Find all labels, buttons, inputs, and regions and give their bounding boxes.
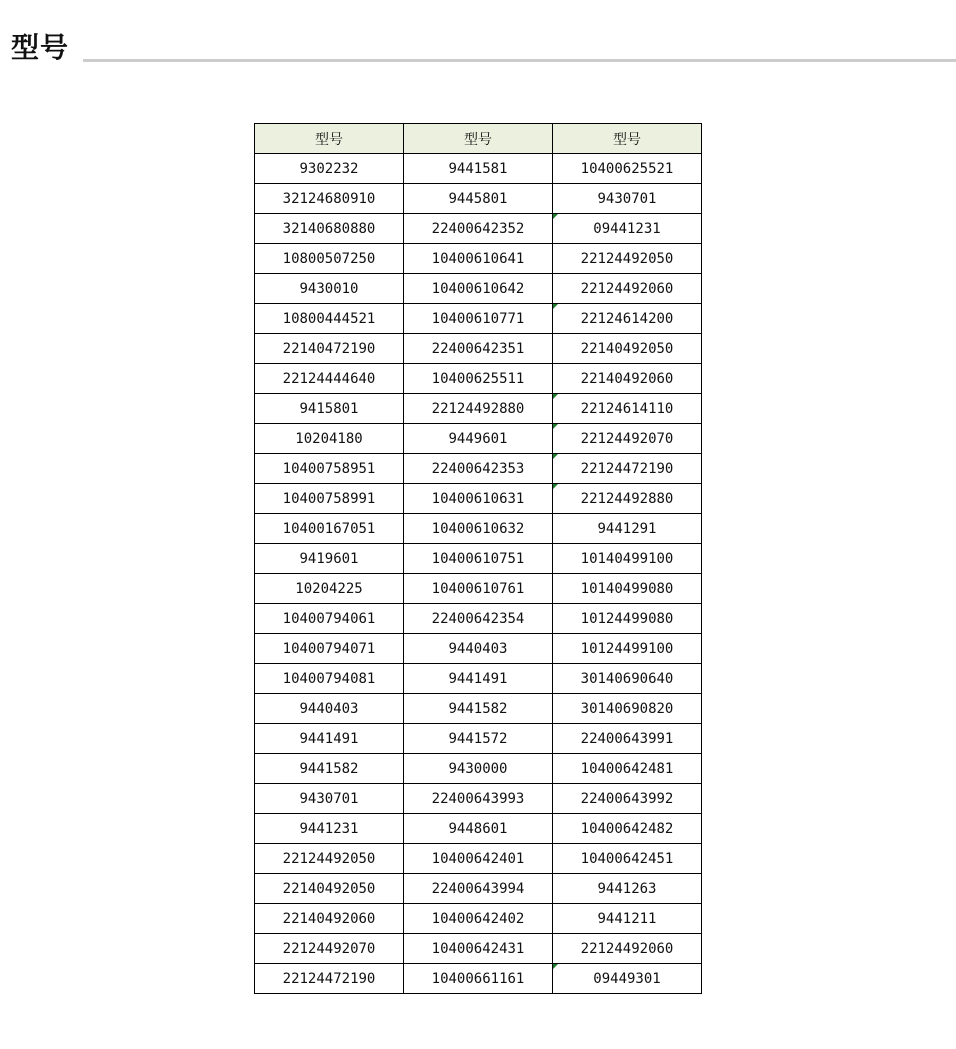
table-cell: 10400610631 xyxy=(404,484,553,514)
table-cell: 22124492050 xyxy=(553,244,702,274)
table-cell: 9440403 xyxy=(255,694,404,724)
model-table xyxy=(254,123,702,994)
table-cell: 22124492070 xyxy=(255,934,404,964)
table-row xyxy=(255,304,702,334)
table-cell: 10400610642 xyxy=(404,274,553,304)
table-cell: 9441491 xyxy=(404,664,553,694)
table-row xyxy=(255,784,702,814)
table-cell: 22124492880 xyxy=(553,484,702,514)
table-cell: 22400643991 xyxy=(553,724,702,754)
table-cell: 10800507250 xyxy=(255,244,404,274)
table-cell: 22124472190 xyxy=(553,454,702,484)
table-cell: 22400642353 xyxy=(404,454,553,484)
table-row xyxy=(255,484,702,514)
table-body xyxy=(255,154,702,994)
table-cell: 9441231 xyxy=(255,814,404,844)
column-header: 型号 xyxy=(255,124,404,154)
table-cell: 22124492060 xyxy=(553,274,702,304)
table-cell: 9448601 xyxy=(404,814,553,844)
table-cell: 10400625511 xyxy=(404,364,553,394)
table-cell: 22400642352 xyxy=(404,214,553,244)
table-cell: 10140499100 xyxy=(553,544,702,574)
table-cell: 22124444640 xyxy=(255,364,404,394)
table-cell: 22140492050 xyxy=(255,874,404,904)
table-cell: 22124472190 xyxy=(255,964,404,994)
table-cell: 10400642402 xyxy=(404,904,553,934)
table-cell: 22400643994 xyxy=(404,874,553,904)
table-cell: 9445801 xyxy=(404,184,553,214)
table-cell: 10800444521 xyxy=(255,304,404,334)
table-cell: 22140492060 xyxy=(553,364,702,394)
table-cell: 22140492050 xyxy=(553,334,702,364)
table-row xyxy=(255,904,702,934)
table-cell: 9302232 xyxy=(255,154,404,184)
table-cell: 10400642482 xyxy=(553,814,702,844)
table-cell: 09441231 xyxy=(553,214,702,244)
table-row xyxy=(255,844,702,874)
table-cell: 32140680880 xyxy=(255,214,404,244)
table-cell: 10204225 xyxy=(255,574,404,604)
table-cell: 10400642481 xyxy=(553,754,702,784)
table-cell: 22124614200 xyxy=(553,304,702,334)
table-row xyxy=(255,754,702,784)
table-cell: 22400643993 xyxy=(404,784,553,814)
table-cell: 9441572 xyxy=(404,724,553,754)
table-cell: 22140472190 xyxy=(255,334,404,364)
table-row xyxy=(255,334,702,364)
table-cell: 10400610632 xyxy=(404,514,553,544)
table-cell: 22400642351 xyxy=(404,334,553,364)
table-row xyxy=(255,664,702,694)
table-cell: 10400794081 xyxy=(255,664,404,694)
table-cell: 10400625521 xyxy=(553,154,702,184)
table-row xyxy=(255,544,702,574)
table-row xyxy=(255,604,702,634)
table-row xyxy=(255,394,702,424)
table-cell: 10124499080 xyxy=(553,604,702,634)
table-cell: 10400794071 xyxy=(255,634,404,664)
table-cell: 10140499080 xyxy=(553,574,702,604)
table-cell: 9441263 xyxy=(553,874,702,904)
table-cell: 10400610751 xyxy=(404,544,553,574)
table-row xyxy=(255,514,702,544)
table-cell: 9449601 xyxy=(404,424,553,454)
table-row xyxy=(255,214,702,244)
table-cell: 9430701 xyxy=(553,184,702,214)
table-cell: 9441211 xyxy=(553,904,702,934)
table-cell: 9415801 xyxy=(255,394,404,424)
column-header: 型号 xyxy=(553,124,702,154)
table-cell: 10400642431 xyxy=(404,934,553,964)
table-cell: 22124492050 xyxy=(255,844,404,874)
table-cell: 22140492060 xyxy=(255,904,404,934)
table-cell: 9419601 xyxy=(255,544,404,574)
table-cell: 30140690820 xyxy=(553,694,702,724)
table-cell: 10400642401 xyxy=(404,844,553,874)
table-row xyxy=(255,724,702,754)
table-row xyxy=(255,364,702,394)
section-header xyxy=(11,30,956,66)
table-cell: 10400610761 xyxy=(404,574,553,604)
table-cell: 10400758951 xyxy=(255,454,404,484)
table-cell: 10400758991 xyxy=(255,484,404,514)
table-row xyxy=(255,964,702,994)
table-cell: 22400643992 xyxy=(553,784,702,814)
table-cell: 22124492070 xyxy=(553,424,702,454)
table-cell: 09449301 xyxy=(553,964,702,994)
table-cell: 30140690640 xyxy=(553,664,702,694)
table-cell: 22124614110 xyxy=(553,394,702,424)
table-cell: 10400167051 xyxy=(255,514,404,544)
table-cell: 9430000 xyxy=(404,754,553,784)
table-row xyxy=(255,814,702,844)
table-cell: 9430010 xyxy=(255,274,404,304)
table-cell: 10400794061 xyxy=(255,604,404,634)
table-row xyxy=(255,154,702,184)
table-cell: 9441491 xyxy=(255,724,404,754)
table-cell: 10400642451 xyxy=(553,844,702,874)
table-row xyxy=(255,184,702,214)
table-row xyxy=(255,574,702,604)
table-row xyxy=(255,424,702,454)
table-cell: 22124492880 xyxy=(404,394,553,424)
table-cell: 9440403 xyxy=(404,634,553,664)
table-cell: 10400610641 xyxy=(404,244,553,274)
table-row xyxy=(255,244,702,274)
table-cell: 10400610771 xyxy=(404,304,553,334)
table-row xyxy=(255,934,702,964)
table-cell: 10204180 xyxy=(255,424,404,454)
table-row xyxy=(255,274,702,304)
table-cell: 32124680910 xyxy=(255,184,404,214)
table-header-row xyxy=(255,124,702,154)
table-cell: 22400642354 xyxy=(404,604,553,634)
table-cell: 9441582 xyxy=(255,754,404,784)
table-row xyxy=(255,874,702,904)
section-title: 型号 xyxy=(11,31,70,64)
table-row xyxy=(255,454,702,484)
section-divider xyxy=(83,59,956,62)
table-cell: 22124492060 xyxy=(553,934,702,964)
table-row xyxy=(255,634,702,664)
table-cell: 9441291 xyxy=(553,514,702,544)
table-cell: 9430701 xyxy=(255,784,404,814)
table-cell: 9441582 xyxy=(404,694,553,724)
table-row xyxy=(255,694,702,724)
table-cell: 9441581 xyxy=(404,154,553,184)
column-header: 型号 xyxy=(404,124,553,154)
table-cell: 10400661161 xyxy=(404,964,553,994)
table-cell: 10124499100 xyxy=(553,634,702,664)
